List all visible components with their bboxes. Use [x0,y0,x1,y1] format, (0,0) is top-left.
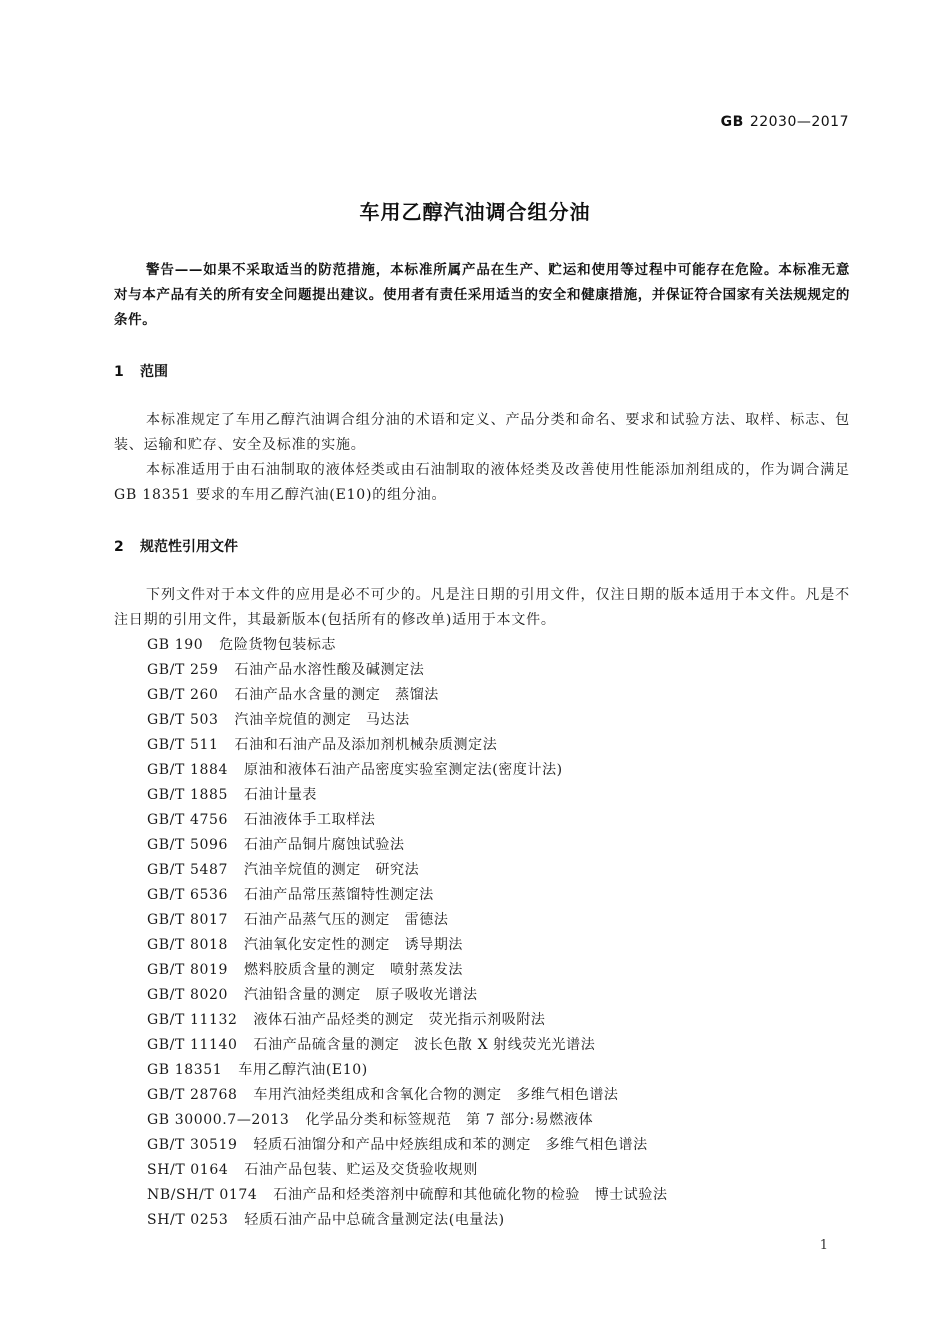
section-2-heading [114,536,238,556]
reference-code: GB/T 1885 [147,787,229,803]
reference-code: GB/T 8017 [147,912,229,928]
reference-code: GB/T 6536 [147,887,229,903]
standard-number: 22030—2017 [749,114,849,130]
reference-code: GB/T 511 [147,737,219,753]
reference-code: GB/T 503 [147,712,219,728]
page-number: 1 [819,1238,828,1253]
reference-title: 汽油辛烷值的测定 研究法 [244,862,420,878]
reference-title: 石油和石油产品及添加剂机械杂质测定法 [234,737,498,753]
reference-item [147,658,668,683]
reference-title: 石油产品铜片腐蚀试验法 [244,837,405,853]
reference-code: GB/T 5096 [147,837,229,853]
reference-item [147,983,668,1008]
reference-code: GB/T 28768 [147,1087,238,1103]
reference-title: 石油产品水含量的测定 蒸馏法 [234,687,439,703]
reference-item [147,1008,668,1033]
reference-title: 石油计量表 [244,787,318,803]
reference-title: 石油产品和烃类溶剂中硫醇和其他硫化物的检验 博士试验法 [273,1187,668,1203]
section-title: 范围 [140,364,168,380]
reference-item [147,633,668,658]
section-number: 2 [114,539,124,555]
reference-title: 汽油氧化安定性的测定 诱导期法 [244,937,464,953]
reference-item [147,808,668,833]
reference-code: GB/T 259 [147,662,219,678]
reference-code: SH/T 0253 [147,1212,229,1228]
reference-code: GB/T 8020 [147,987,229,1003]
section-1-heading [114,361,168,381]
reference-item [147,908,668,933]
reference-code: GB/T 1884 [147,762,229,778]
section-title: 规范性引用文件 [140,539,238,555]
reference-title: 燃料胶质含量的测定 喷射蒸发法 [244,962,464,978]
reference-code: GB/T 8019 [147,962,229,978]
section-number: 1 [114,364,124,380]
reference-item [147,1058,668,1083]
reference-code: GB/T 11132 [147,1012,238,1028]
reference-item [147,833,668,858]
reference-item [147,1133,668,1158]
reference-code: GB 190 [147,637,204,653]
reference-title: 汽油铅含量的测定 原子吸收光谱法 [244,987,478,1003]
reference-code: GB/T 8018 [147,937,229,953]
reference-title: 轻质石油馏分和产品中烃族组成和苯的测定 多维气相色谱法 [253,1137,648,1153]
reference-title: 车用乙醇汽油(E10) [238,1062,368,1078]
reference-item [147,933,668,958]
reference-item [147,958,668,983]
reference-item [147,708,668,733]
reference-code: SH/T 0164 [147,1162,229,1178]
reference-code: GB/T 5487 [147,862,229,878]
reference-code: GB/T 30519 [147,1137,238,1153]
reference-title: 汽油辛烷值的测定 马达法 [234,712,410,728]
standard-prefix: GB [720,114,744,130]
scope-paragraph-2: 本标准适用于由石油制取的液体烃类或由石油制取的液体烃类及改善使用性能添加剂组成的，作为调合满足 GB 18351 要求的车用乙醇汽油(E10)的组分油。 [114,462,850,503]
reference-title: 轻质石油产品中总硫含量测定法(电量法) [244,1212,505,1228]
reference-item [147,1208,668,1233]
reference-item [147,733,668,758]
standard-header [721,114,849,130]
reference-code: NB/SH/T 0174 [147,1187,258,1203]
reference-title: 危险货物包装标志 [219,637,337,653]
scope-paragraph-1: 本标准规定了车用乙醇汽油调合组分油的术语和定义、产品分类和命名、要求和试验方法、取样、标志、包装、运输和贮存、安全及标准的实施。 [114,412,850,453]
reference-item [147,758,668,783]
references-intro: 下列文件对于本文件的应用是必不可少的。凡是注日期的引用文件，仅注日期的版本适用于本文件。凡是不注日期的引用文件，其最新版本(包括所有的修改单)适用于本文件。 [114,587,850,628]
reference-title: 石油产品常压蒸馏特性测定法 [244,887,434,903]
reference-list [147,633,668,1233]
reference-title: 石油产品水溶性酸及碱测定法 [234,662,425,678]
reference-title: 石油产品蒸气压的测定 雷德法 [244,912,449,928]
reference-title: 原油和液体石油产品密度实验室测定法(密度计法) [244,762,563,778]
reference-item [147,858,668,883]
reference-item [147,1033,668,1058]
reference-code: GB 30000.7—2013 [147,1112,290,1128]
reference-item [147,1183,668,1208]
reference-title: 石油产品包装、贮运及交货验收规则 [244,1162,478,1178]
reference-item [147,683,668,708]
reference-title: 化学品分类和标签规范 第 7 部分:易燃液体 [305,1112,594,1128]
reference-item [147,1083,668,1108]
reference-code: GB 18351 [147,1062,223,1078]
reference-title: 车用汽油烃类组成和含氧化合物的测定 多维气相色谱法 [253,1087,619,1103]
reference-title: 石油产品硫含量的测定 波长色散 X 射线荧光光谱法 [253,1037,596,1053]
reference-code: GB/T 4756 [147,812,229,828]
reference-item [147,1108,668,1133]
reference-item [147,783,668,808]
reference-item [147,883,668,908]
reference-code: GB/T 260 [147,687,219,703]
warning-paragraph: 警告——如果不采取适当的防范措施，本标准所属产品在生产、贮运和使用等过程中可能存在危险。本标准无意对与本产品有关的所有安全问题提出建议。使用者有责任采用适当的安全和健康措施，并保证符合国家有关法规规定的条件。 [114,262,850,328]
reference-item [147,1158,668,1183]
reference-title: 液体石油产品烃类的测定 荧光指示剂吸附法 [253,1012,546,1028]
reference-code: GB/T 11140 [147,1037,238,1053]
document-title: 车用乙醇汽油调合组分油 [359,200,591,224]
reference-title: 石油液体手工取样法 [244,812,376,828]
